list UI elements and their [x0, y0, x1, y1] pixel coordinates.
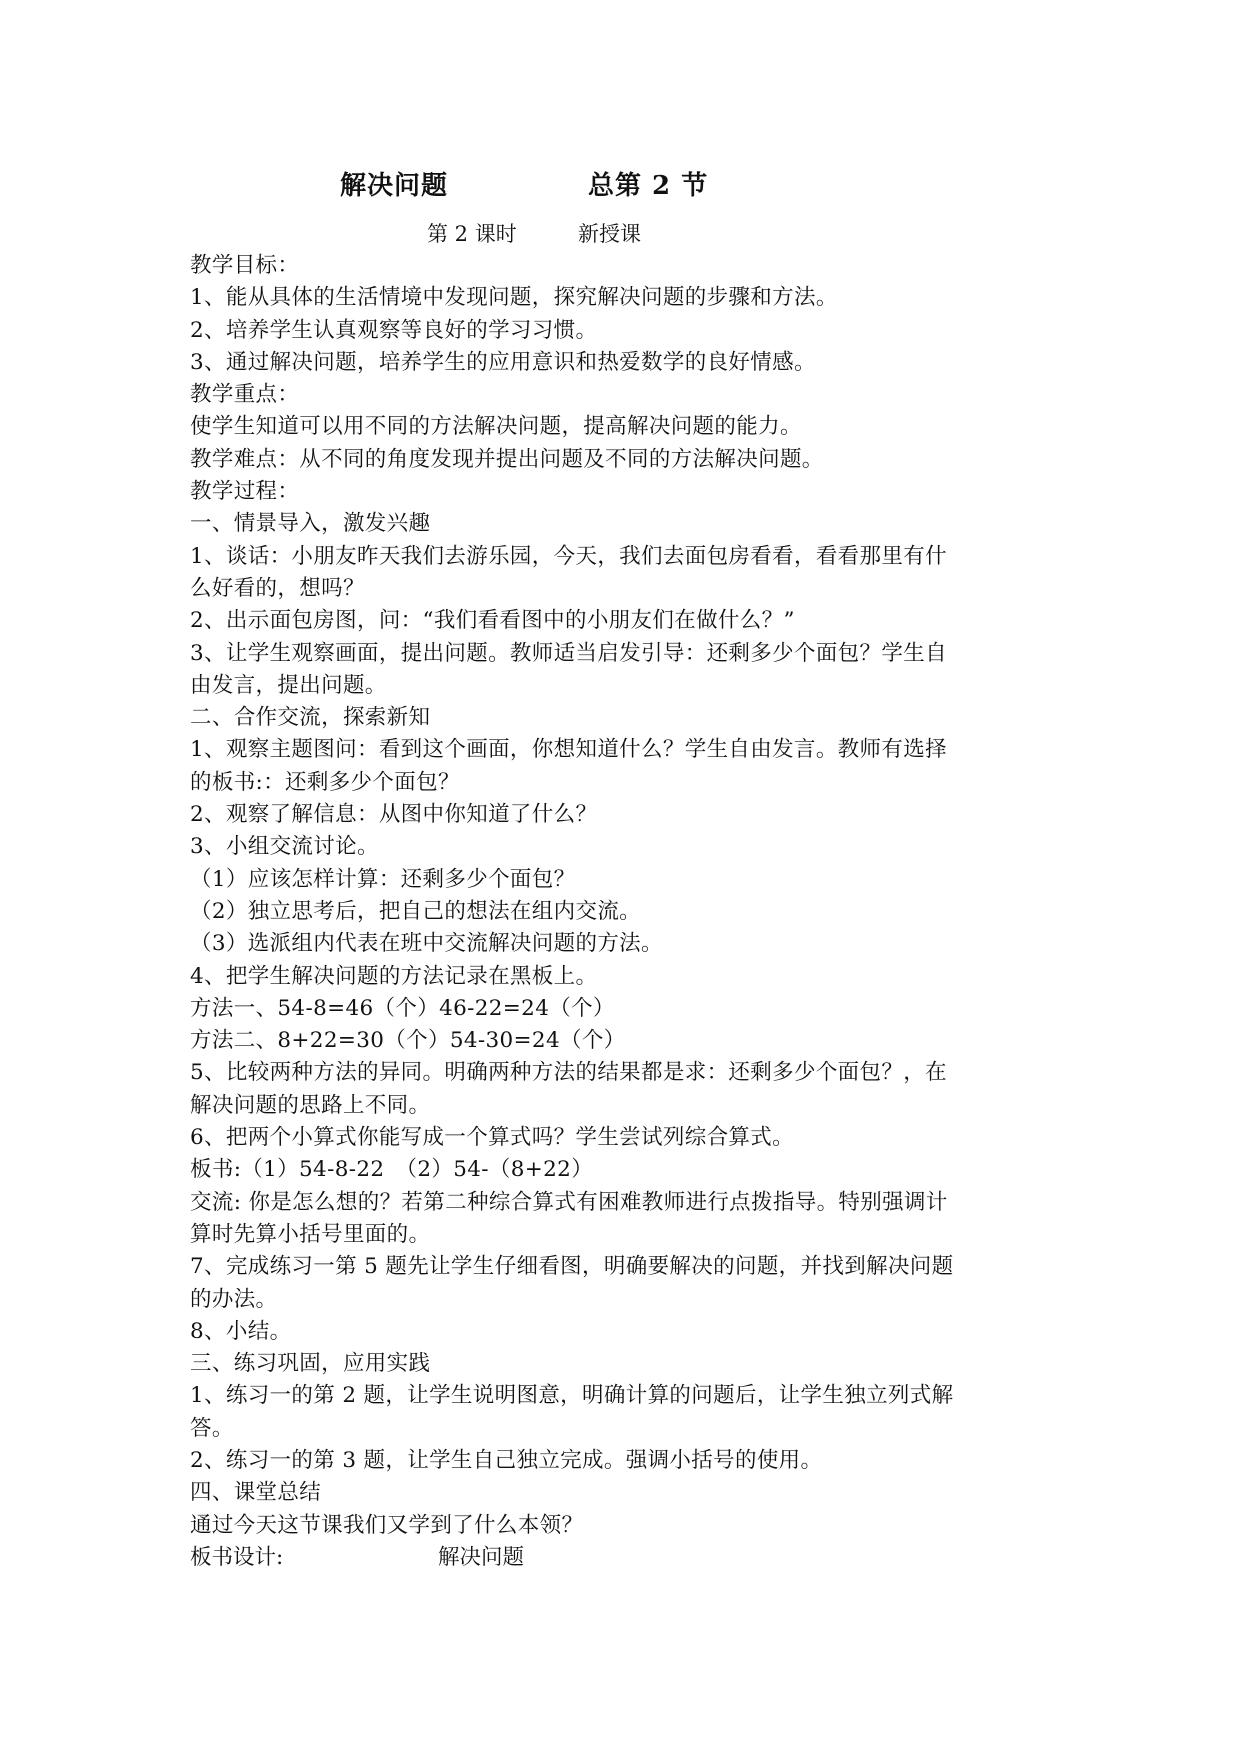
text-line: 4、把学生解决问题的方法记录在黑板上。 — [190, 963, 598, 989]
text-line: 6、把两个小算式你能写成一个算式吗？学生尝试列综合算式。 — [190, 1125, 794, 1151]
section-heading: 二、合作交流，探索新知 — [190, 705, 431, 731]
text-line: 通过今天这节课我们又学到了什么本领？ — [190, 1512, 584, 1538]
text-line: 3、通过解决问题，培养学生的应用意识和热爱数学的良好情感。 — [190, 349, 816, 375]
text-line: （1）应该怎样计算：还剩多少个面包？ — [190, 866, 576, 892]
text-line: 2、观察了解信息：从图中你知道了什么？ — [190, 802, 598, 828]
text-line: 教学目标： — [190, 253, 300, 278]
text-line: 1、练习一的第 2 题，让学生说明图意，明确计算的问题后，让学生独立列式解 — [190, 1383, 954, 1409]
text-line: 教学重点： — [190, 382, 300, 408]
text-line: 2、培养学生认真观察等良好的学习习惯。 — [190, 317, 598, 343]
text-line: 方法二、8+22=30（个）54-30=24（个） — [190, 1028, 626, 1054]
text-line: 3、小组交流讨论。 — [190, 834, 379, 860]
text-line: 由发言，提出问题。 — [190, 672, 387, 698]
text-line: 教学难点：从不同的角度发现并提出问题及不同的方法解决问题。 — [190, 446, 824, 472]
text-line: 答。 — [190, 1415, 234, 1441]
text-line: 2、练习一的第 3 题，让学生自己独立完成。强调小括号的使用。 — [190, 1447, 823, 1473]
text-line: 使学生知道可以用不同的方法解决问题，提高解决问题的能力。 — [190, 414, 802, 440]
text-line: 的板书:：还剩多少个面包？ — [190, 769, 460, 795]
section-heading: 四、课堂总结 — [190, 1480, 322, 1506]
board-design-value: 解决问题 — [438, 1544, 525, 1570]
section-heading: 一、情景导入，激发兴趣 — [190, 511, 431, 537]
text-line: （3）选派组内代表在班中交流解决问题的方法。 — [190, 931, 663, 957]
lesson-title: 解决问题 — [340, 171, 449, 201]
board-design-label: 板书设计: — [190, 1544, 284, 1570]
board-design-row — [190, 1542, 1052, 1574]
text-line: 7、完成练习一第 5 题先让学生仔细看图，明确要解决的问题，并找到解决问题 — [190, 1254, 954, 1280]
lesson-body — [190, 250, 1052, 1574]
text-line: （2）独立思考后，把自己的想法在组内交流。 — [190, 898, 642, 924]
text-line: 的办法。 — [190, 1286, 278, 1312]
subtitle-row — [0, 218, 1241, 248]
text-line: 算时先算小括号里面的。 — [190, 1221, 431, 1247]
section-heading: 三、练习巩固，应用实践 — [190, 1351, 431, 1377]
text-line: 1、观察主题图问：看到这个画面，你想知道什么？学生自由发言。教师有选择 — [190, 737, 947, 763]
lesson-type: 新授课 — [578, 222, 641, 246]
text-line: 2、出示面包房图，问：“我们看看图中的小朋友们在做什么？” — [190, 608, 795, 634]
text-line: 8、小结。 — [190, 1318, 292, 1344]
text-line: 方法一、54-8=46（个）46-22=24（个） — [190, 995, 615, 1021]
section-number: 总第 2 节 — [588, 171, 709, 201]
text-line: 板书:（1）54-8-22 （2）54-（8+22） — [190, 1157, 594, 1183]
title-row — [0, 165, 1241, 205]
text-line: 么好看的，想吗？ — [190, 575, 365, 601]
text-line: 5、比较两种方法的异同。明确两种方法的结果都是求：还剩多少个面包？，在 — [190, 1060, 947, 1086]
text-line: 1、谈话：小朋友昨天我们去游乐园，今天，我们去面包房看看，看看那里有什 — [190, 543, 947, 569]
text-line: 交流: 你是怎么想的？若第二种综合算式有困难教师进行点拨指导。特别强调计 — [190, 1189, 948, 1215]
class-period: 第 2 课时 — [427, 222, 517, 246]
text-line: 3、让学生观察画面，提出问题。教师适当启发引导：还剩多少个面包？学生自 — [190, 640, 947, 666]
text-line: 教学过程： — [190, 479, 300, 505]
text-line: 解决问题的思路上不同。 — [190, 1092, 431, 1118]
text-line: 1、能从具体的生活情境中发现问题，探究解决问题的步骤和方法。 — [190, 285, 838, 311]
